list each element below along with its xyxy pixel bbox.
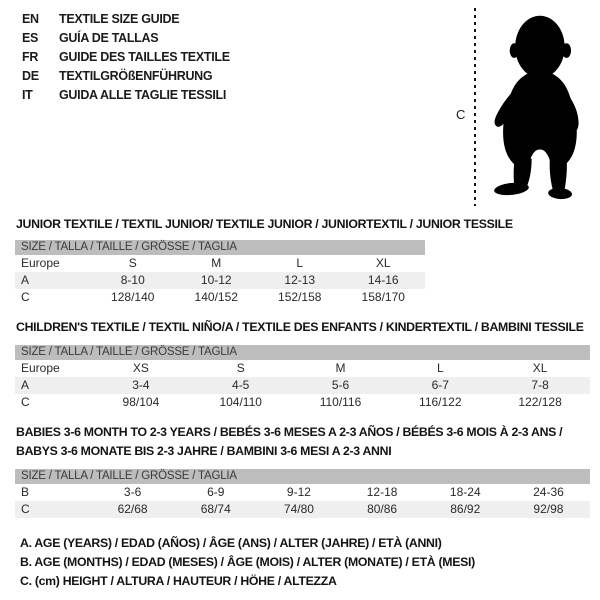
age-cell: 3-4 — [132, 378, 150, 392]
height-cell: 86/92 — [450, 502, 481, 516]
row-label: C — [21, 290, 30, 304]
table-row-europe — [15, 255, 425, 272]
height-cell: 152/158 — [278, 290, 322, 304]
height-cell: 116/122 — [419, 395, 462, 409]
lang-label: TEXTILE SIZE GUIDE — [59, 11, 180, 26]
lang-row-de — [22, 66, 230, 85]
height-label: C — [456, 107, 466, 122]
lang-row-es — [22, 28, 230, 47]
height-cell: 122/128 — [518, 395, 562, 409]
lang-label: GUIDE DES TAILLES TEXTILE — [59, 49, 230, 64]
language-header — [22, 9, 230, 104]
height-cell: 62/68 — [117, 502, 148, 516]
footnote-age-years: A. AGE (YEARS) / EDAD (AÑOS) / ÂGE (ANS) / ALTER (JAHRE) / ETÀ (ANNI) — [20, 536, 442, 550]
lang-label: TEXTILGRÖßENFÜHRUNG — [59, 68, 213, 83]
lang-code: ES — [22, 30, 39, 45]
table-row-months — [15, 484, 590, 501]
row-label: B — [21, 485, 30, 499]
lang-code: FR — [22, 49, 39, 64]
legend-footnotes — [20, 534, 475, 591]
size-header-bar: SIZE / TALLA / TAILLE / GRÖSSE / TAGLIA — [15, 240, 425, 255]
row-label: Europe — [21, 361, 60, 375]
age-cell: 7-8 — [531, 378, 549, 392]
baby-foot-right — [548, 187, 573, 200]
baby-torso — [503, 71, 577, 167]
size-cell: XL — [375, 256, 391, 270]
size-cell: S — [128, 256, 137, 270]
height-cell: 104/110 — [219, 395, 262, 409]
age-cell: 5-6 — [331, 378, 350, 392]
height-cell: 140/152 — [194, 290, 238, 304]
age-cell: 6-7 — [431, 378, 449, 392]
junior-table-title: JUNIOR TEXTILE / TEXTIL JUNIOR/ TEXTILE JUNIOR / JUNIORTEXTIL / JUNIOR TESSILE — [16, 217, 513, 231]
height-cell: 98/104 — [122, 395, 160, 409]
baby-ear-left — [510, 43, 519, 58]
height-cell: 158/170 — [361, 290, 405, 304]
size-cell: XL — [532, 361, 548, 375]
size-cell: S — [236, 361, 245, 375]
lang-code: IT — [22, 87, 33, 102]
baby-silhouette-image — [484, 6, 594, 206]
height-cell: 74/80 — [283, 502, 314, 516]
babies-size-table — [15, 469, 590, 518]
height-cell: 80/86 — [367, 502, 398, 516]
footnote-height: C. (cm) HEIGHT / ALTURA / HAUTEUR / HÖHE / ALTEZZA — [20, 574, 337, 588]
height-cell: 68/74 — [200, 502, 231, 516]
junior-size-table — [15, 240, 425, 306]
baby-head — [515, 16, 565, 78]
size-header-bar: SIZE / TALLA / TAILLE / GRÖSSE / TAGLIA — [15, 469, 590, 484]
age-cell: 8-10 — [120, 273, 145, 287]
lang-label: GUÍA DE TALLAS — [59, 30, 159, 45]
row-label: C — [21, 395, 30, 409]
height-cell: 92/98 — [533, 502, 564, 516]
babies-table-title — [16, 423, 562, 461]
table-row-age — [15, 377, 590, 394]
height-cell: 128/140 — [111, 290, 155, 304]
children-size-table — [15, 345, 590, 411]
baby-leg-right — [550, 157, 567, 190]
babies-title-line1: BABIES 3-6 MONTH TO 2-3 YEARS / BEBÉS 3-6 MESES A 2-3 AÑOS / BÉBÉS 3-6 MOIS À 2-3 ANS / — [16, 425, 563, 439]
lang-row-fr — [22, 47, 230, 66]
table-row-height — [15, 289, 425, 306]
age-cell: 14-16 — [367, 273, 399, 287]
lang-code: EN — [22, 11, 39, 26]
row-label: A — [21, 273, 30, 287]
row-label: C — [21, 502, 30, 516]
lang-row-it — [22, 85, 230, 104]
size-cell: M — [211, 256, 222, 270]
children-table-title: CHILDREN'S TEXTILE / TEXTIL NIÑO/A / TEXTILE DES ENFANTS / KINDERTEXTIL / BAMBINI TESSILE — [16, 320, 584, 334]
age-cell: 10-12 — [200, 273, 232, 287]
table-row-height — [15, 394, 590, 411]
table-row-age — [15, 272, 425, 289]
size-header-bar: SIZE / TALLA / TAILLE / GRÖSSE / TAGLIA — [15, 345, 590, 360]
lang-label: GUIDA ALLE TAGLIE TESSILI — [59, 87, 227, 102]
months-cell: 9-12 — [286, 485, 311, 499]
height-dashed-line — [474, 8, 476, 206]
size-cell: XS — [132, 361, 149, 375]
footnote-age-months: B. AGE (MONTHS) / EDAD (MESES) / ÂGE (MOIS) / ALTER (MONATE) / ETÀ (MESI) — [20, 555, 475, 569]
babies-title-line2: BABYS 3-6 MONATE BIS 2-3 JAHRE / BAMBINI 3-6 MESI A 2-3 ANNI — [16, 444, 392, 458]
height-cell: 110/116 — [319, 395, 362, 409]
months-cell: 3-6 — [123, 485, 142, 499]
age-cell: 12-13 — [284, 273, 316, 287]
months-cell: 12-18 — [366, 485, 398, 499]
baby-ear-right — [562, 43, 571, 58]
lang-row-en — [22, 9, 230, 28]
size-cell: L — [296, 256, 304, 270]
table-row-europe — [15, 360, 590, 377]
months-cell: 18-24 — [449, 485, 481, 499]
row-label: Europe — [21, 256, 60, 270]
row-label: A — [21, 378, 30, 392]
months-cell: 6-9 — [207, 485, 225, 499]
age-cell: 4-5 — [232, 378, 250, 392]
months-cell: 24-36 — [533, 485, 564, 499]
lang-code: DE — [22, 68, 39, 83]
table-row-height — [15, 501, 590, 518]
size-cell: M — [335, 361, 346, 375]
size-cell: L — [436, 361, 444, 375]
